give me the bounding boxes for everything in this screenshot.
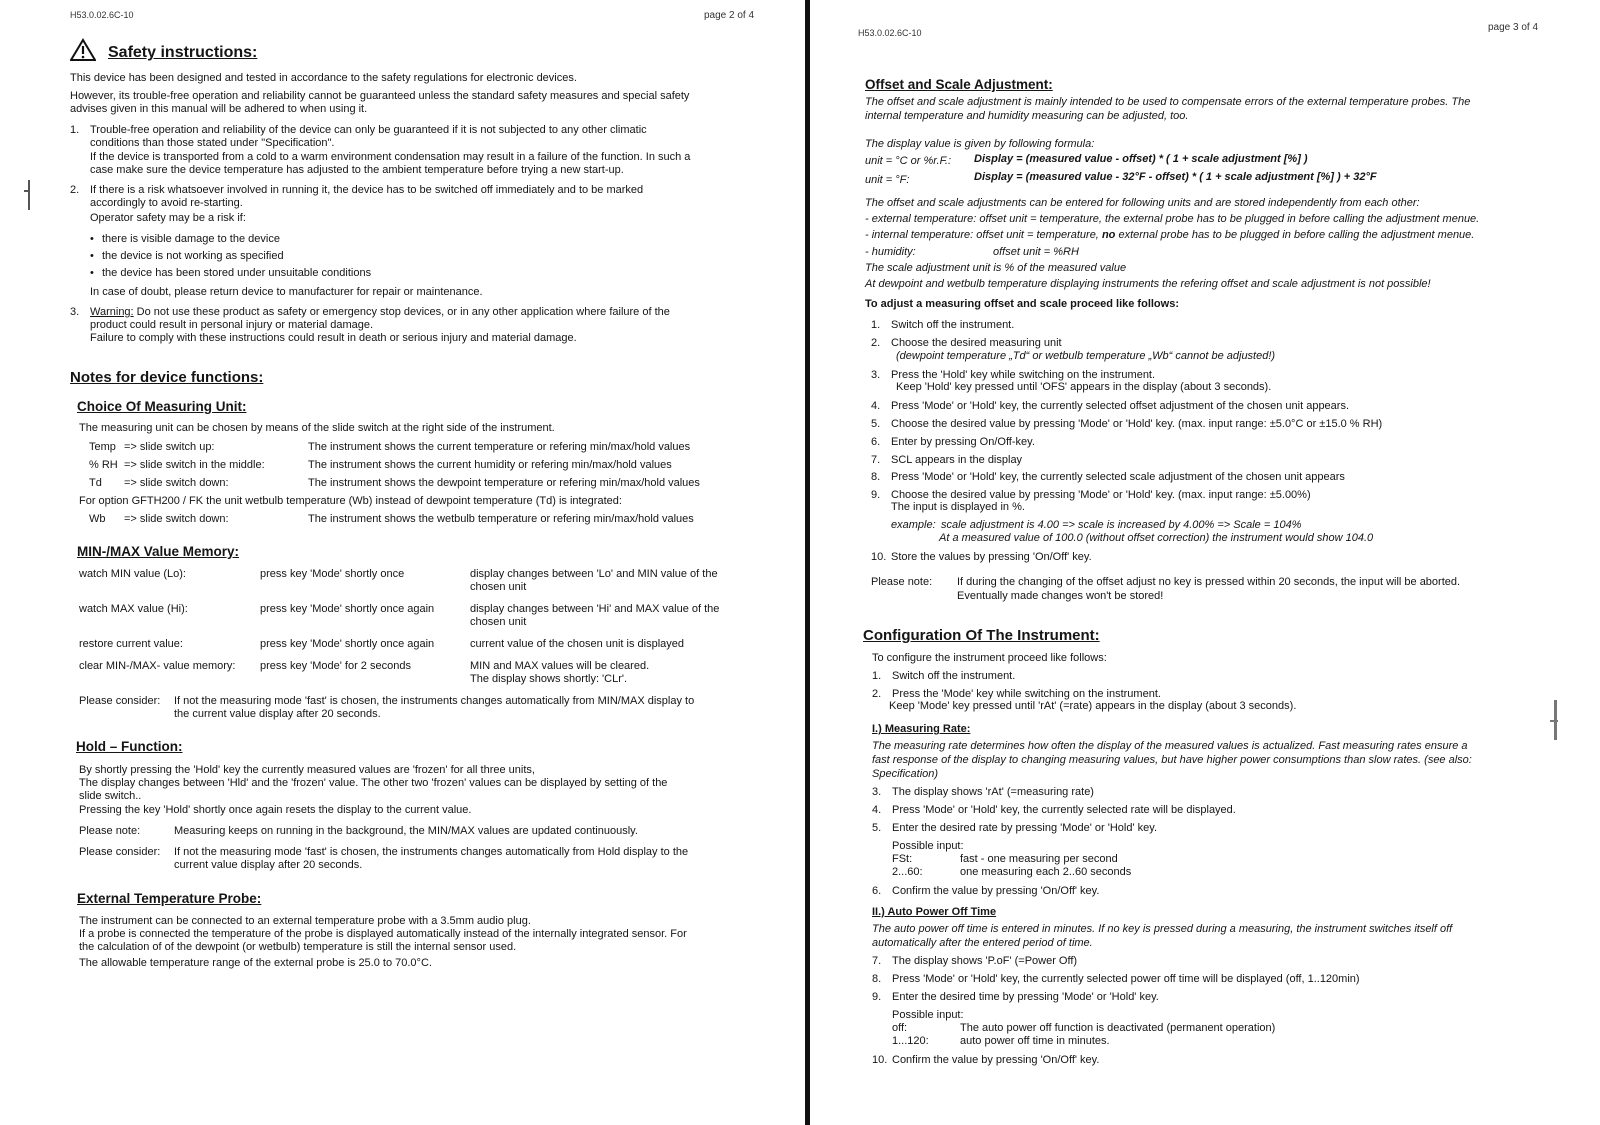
minmax-row-action: press key 'Mode' for 2 seconds [260,660,411,672]
safety-item2-c: Operator safety may be a risk if: [90,212,246,224]
minmax-consider-a: If not the measuring mode 'fast' is chosen, the instruments changes automatically from MIN/MAX display to [174,695,695,707]
safety-item1-num: 1. [70,124,80,136]
doc-code: H53.0.02.6C-10 [70,10,134,20]
step-number: 10. [871,551,887,563]
choice-row-rh-desc: The instrument shows the current humidity or refering min/max/hold values [308,459,672,471]
hold-p4: Pressing the key 'Hold' shortly once again resets the display to the current value. [79,804,472,816]
config-step-3: 3. The display shows 'rAt' (=measuring rate) [872,786,1094,798]
step-text: Store the values by pressing 'On/Off' key. [891,551,1092,563]
config-step-2: 2. Press the 'Mode' key while switching on the instrument. [872,688,1161,700]
config-step-10: 10. Confirm the value by pressing 'On/Off' key. [872,1054,1100,1066]
safety-bullet-3 [90,267,371,281]
offset-dew-note: At dewpoint and wetbulb temperature displaying instruments the refering offset and scale adjustment is not possible! [865,278,1431,290]
step-text: Enter the desired rate by pressing 'Mode' or 'Hold' key. [892,822,1157,834]
apo-minutes-val: auto power off time in minutes. [960,1035,1110,1047]
scan-artifact [28,180,30,210]
safety-item3-a [90,306,670,320]
minmax-row-result: current value of the chosen unit is displayed [470,638,685,650]
offset-step-2 [871,337,1062,351]
bullet-text: the device has been stored under unsuitable conditions [102,267,372,279]
offset-title: Offset and Scale Adjustment: [865,77,1053,92]
choice-row-wb [89,513,229,527]
config-step-5: 5. Enter the desired rate by pressing 'Mode' or 'Hold' key. [872,822,1157,834]
scan-artifact [24,190,30,192]
page-number: page 2 of 4 [704,10,755,21]
minmax-row-result-cont: The display shows shortly: 'CLr'. [470,673,628,685]
offset-step-5 [871,418,1382,432]
apo-possible: Possible input: [892,1009,964,1021]
apo-minutes-key: 1...120: [892,1035,929,1047]
rate-range-val: one measuring each 2..60 seconds [960,866,1132,878]
choice-row-wb-desc: The instrument shows the wetbulb temperature or refering min/max/hold values [308,513,694,525]
hold-consider-a: If not the measuring mode 'fast' is chosen, the instruments changes automatically from Hold display to the [174,846,689,858]
hold-title: Hold – Function: [76,739,183,754]
step-text: Press the 'Hold' key while switching on the instrument. [891,369,1156,381]
internal-no: no [1101,229,1116,241]
page-divider [805,0,810,1125]
choice-row-td-desc: The instrument shows the dewpoint temperature or refering min/max/hold values [308,477,700,489]
step-text: The display shows 'P.oF' (=Power Off) [892,955,1078,967]
rate-fst-val: fast - one measuring per second [960,853,1118,865]
apo-title: II.) Auto Power Off Time [872,906,997,918]
step-text: Enter by pressing On/Off-key. [891,436,1035,448]
rate-title: I.) Measuring Rate: [872,723,971,735]
offset-step-8 [871,471,1345,485]
minmax-row-result-cont: chosen unit [470,581,527,593]
hold-note-label: Please note: [79,825,141,837]
minmax-row-action: press key 'Mode' shortly once [260,568,405,580]
step-text: Enter the desired time by pressing 'Mode' or 'Hold' key. [892,991,1159,1003]
step-text: SCL appears in the display [891,454,1023,466]
safety-item1-d: case make sure the device temperature has adjusted to the ambient temperature before trying a new start-up. [90,164,624,176]
step-number: 8. [871,471,881,483]
safety-item1-b: conditions than those stated under "Specification". [90,137,335,149]
apo-off-key: off: [892,1022,908,1034]
minmax-row-result: MIN and MAX values will be cleared. [470,660,650,672]
choice-intro: The measuring unit can be chosen by means of the slide switch at the right side of the instrument. [79,422,555,434]
step-text: Press 'Mode' or 'Hold' key, the currently selected power off time will be displayed (off, 1..120min) [892,973,1360,985]
offset-step-1 [871,319,1014,333]
offset-note-label: Please note: [871,576,933,588]
safety-item3-b: product could result in personal injury or material damage. [90,319,374,331]
formula-2: Display = (measured value - 32°F - offset) * ( 1 + scale adjustment [%] ) + 32°F [974,171,1377,183]
step-number: 3. [871,369,881,381]
step-text: Choose the desired measuring unit [891,337,1062,349]
offset-note-b: Eventually made changes won't be stored! [957,590,1164,602]
apo-off-val: The auto power off function is deactivated (permanent operation) [960,1022,1276,1034]
offset-step-6 [871,436,1035,450]
bullet-icon: • [90,267,94,279]
step-number: 5. [871,418,881,430]
rate-fst-key: FSt: [892,853,913,865]
step-text: Press 'Mode' or 'Hold' key, the currently selected rate will be displayed. [892,804,1236,816]
warning-label: Warning: [90,306,134,318]
internal-text-b: external probe has to be plugged in before calling the adjustment menue. [1115,229,1475,241]
step-number: 7. [871,454,881,466]
offset-indep: The offset and scale adjustments can be entered for following units and are stored independently from each other: [865,197,1420,209]
step-number: 2. [871,337,881,349]
config-step-8: 8. Press 'Mode' or 'Hold' key, the currently selected power off time will be displayed (off, 1..120min) [872,973,1360,985]
offset-example-a: scale adjustment is 4.00 => scale is increased by 4.00% => Scale = 104% [941,519,1302,531]
config-step-7: 7. The display shows 'P.oF' (=Power Off) [872,955,1078,967]
step-number: 4. [871,400,881,412]
step-text: Press 'Mode' or 'Hold' key, the currently selected scale adjustment of the chosen unit appears [891,471,1345,483]
offset-example-b: At a measured value of 100.0 (without offset correction) the instrument would show 104.0 [939,532,1374,544]
step-text: Choose the desired value by pressing 'Mode' or 'Hold' key. (max. input range: ±5.00%) [891,489,1311,501]
switch-position: => slide switch up: [124,441,215,453]
offset-intro-b: internal temperature and humidity measuring can be adjusted, too. [865,110,1189,122]
offset-internal [865,229,1474,243]
probe-p4: The allowable temperature range of the external probe is 25.0 to 70.0°C. [79,957,432,969]
probe-p2: If a probe is connected the temperature of the probe is displayed automatically instead of the internally integrated sensor. For [79,928,687,940]
offset-step-10 [871,551,1092,565]
hold-p1: By shortly pressing the 'Hold' key the currently measured values are 'frozen' for all three units, [79,764,535,776]
minmax-row-label: watch MIN value (Lo): [79,568,186,580]
step-text: Choose the desired value by pressing 'Mode' or 'Hold' key. (max. input range: ±5.0°C or ±15.0 % RH) [891,418,1383,430]
apo-desc-a: The auto power off time is entered in minutes. If no key is pressed during a measuring, the instrument switches itself off [872,923,1453,935]
step-text: Switch off the instrument. [892,670,1016,682]
minmax-consider-label: Please consider: [79,695,161,707]
minmax-row-action: press key 'Mode' shortly once again [260,638,435,650]
probe-p3: the calculation of of the dewpoint (or wetbulb) temperature is still the internal sensor used. [79,941,517,953]
config-intro: To configure the instrument proceed like follows: [872,652,1107,664]
offset-scale-unit: The scale adjustment unit is % of the measured value [865,262,1127,274]
rate-range-key: 2...60: [892,866,923,878]
step-text: Confirm the value by pressing 'On/Off' key. [892,1054,1100,1066]
config-step-2-note: Keep 'Mode' key pressed until 'rAt' (=rate) appears in the display (about 3 seconds). [889,700,1297,712]
warning-text: Do not use these product as safety or emergency stop devices, or in any other application where failure of the [136,306,670,318]
config-step-4: 4. Press 'Mode' or 'Hold' key, the currently selected rate will be displayed. [872,804,1236,816]
apo-desc-b: automatically after the entered period of time. [872,937,1093,949]
offset-intro-a: The offset and scale adjustment is mainly intended to be used to compensate errors of the external temperature probes. The [865,96,1471,108]
safety-bullet-1 [90,233,280,247]
hold-note-text: Measuring keeps on running in the background, the MIN/MAX values are updated continuously. [174,825,638,837]
bullet-icon: • [90,233,94,245]
step-text: Press the 'Mode' key while switching on the instrument. [892,688,1161,700]
switch-position: => slide switch down: [124,477,229,489]
safety-item1-c: If the device is transported from a cold to a warm environment condensation may result in a failure of the function. In such a [90,151,691,163]
safety-item1-a: Trouble-free operation and reliability of the device can only be guaranteed if it is not subjected to any other climatic [90,124,647,136]
internal-text-a: - internal temperature: offset unit = temperature, [865,229,1102,241]
safety-item2-b: accordingly to avoid re-starting. [90,197,243,209]
safety-title: Safety instructions: [108,44,258,61]
hold-consider-label: Please consider: [79,846,161,858]
offset-step-4 [871,400,1349,414]
offset-example-label: example: [891,519,936,531]
rate-desc-b: fast response of the display to changing measuring values, but have higher power consumptions than slow rates. (see also: [872,754,1472,766]
offset-external: - external temperature: offset unit = temperature, the external probe has to be plugged in before calling the adjustment menue. [865,213,1480,225]
formula-1: Display = (measured value - offset) * ( 1 + scale adjustment [%] ) [974,153,1308,165]
safety-p2b: advises given in this manual will be adhered to when using it. [70,103,368,115]
warning-icon [70,38,96,62]
minmax-consider-b: the current value display after 20 seconds. [174,708,381,720]
notes-title: Notes for device functions: [70,369,264,386]
config-title: Configuration Of The Instrument: [863,627,1100,644]
step-text: The display shows 'rAt' (=measuring rate) [892,786,1094,798]
choice-row-temp [89,441,215,455]
offset-step-3-note: Keep 'Hold' key pressed until 'OFS' appears in the display (about 3 seconds). [896,381,1272,393]
switch-position: => slide switch down: [124,513,229,525]
step-number: 6. [871,436,881,448]
safety-p2a: However, its trouble-free operation and reliability cannot be guaranteed unless the standard safety measures and special safety [70,90,690,102]
choice-row-temp-desc: The instrument shows the current temperature or refering min/max/hold values [308,441,691,453]
rate-desc-c: Specification) [872,768,939,780]
minmax-row-action: press key 'Mode' shortly once again [260,603,435,615]
choice-title: Choice Of Measuring Unit: [77,399,247,414]
safety-item2-a: If there is a risk whatsoever involved in running it, the device has to be switched off immediately and to be marked [90,184,644,196]
safety-item3-num: 3. [70,306,80,318]
step-text: Confirm the value by pressing 'On/Off' key. [892,885,1100,897]
offset-note-a: If during the changing of the offset adjust no key is pressed within 20 seconds, the input will be aborted. [957,576,1461,588]
config-step-9: 9. Enter the desired time by pressing 'Mode' or 'Hold' key. [872,991,1159,1003]
hold-p2: The display changes between 'Hld' and the 'frozen' value. The other two 'frozen' values can be displayed by setting of the [79,777,668,789]
offset-humidity-label: - humidity: [865,246,916,258]
bullet-text: there is visible damage to the device [102,233,280,245]
right-page [814,0,1600,1125]
choice-row-rh [89,459,265,473]
minmax-row-label: watch MAX value (Hi): [79,603,188,615]
minmax-row-result: display changes between 'Hi' and MAX value of the [470,603,720,615]
safety-item3-c: Failure to comply with these instructions could result in death or serious injury and material damage. [90,332,577,344]
bullet-icon: • [90,250,94,262]
probe-p1: The instrument can be connected to an external temperature probe with a 3.5mm audio plug. [79,915,531,927]
minmax-row-label: restore current value: [79,638,183,650]
hold-consider-b: current value display after 20 seconds. [174,859,363,871]
bullet-text: the device is not working as specified [102,250,284,262]
scan-artifact [1550,720,1558,722]
formula-1-unit: unit = °C or %r.F.: [865,155,952,167]
page-number: page 3 of 4 [1488,22,1539,33]
offset-humidity-text: offset unit = %RH [993,246,1079,258]
config-step-6: 6. Confirm the value by pressing 'On/Off' key. [872,885,1100,897]
safety-bullet-2 [90,250,284,264]
switch-position: => slide switch in the middle: [124,459,265,471]
step-number: 9. [871,489,881,501]
minmax-row-label: clear MIN-/MAX- value memory: [79,660,236,672]
minmax-row-result: display changes between 'Lo' and MIN value of the [470,568,718,580]
offset-step-9-note: The input is displayed in %. [891,501,1025,513]
hold-p3: slide switch.. [79,790,142,802]
unit-label: Wb [89,513,106,525]
offset-proc-title: To adjust a measuring offset and scale proceed like follows: [865,298,1179,310]
doc-code: H53.0.02.6C-10 [858,28,922,38]
unit-label: Temp [89,441,116,453]
safety-item2-num: 2. [70,184,80,196]
unit-label: % RH [89,459,118,471]
config-step-1: 1. Switch off the instrument. [872,670,1016,682]
rate-possible: Possible input: [892,840,964,852]
minmax-title: MIN-/MAX Value Memory: [77,544,240,559]
step-text: Press 'Mode' or 'Hold' key, the currently selected offset adjustment of the chosen unit appears. [891,400,1350,412]
offset-step-7 [871,454,1022,468]
unit-label: Td [89,477,102,489]
offset-step-2-note: (dewpoint temperature „Td“ or wetbulb temperature „Wb“ cannot be adjusted!) [896,350,1276,362]
step-number: 1. [871,319,881,331]
rate-desc-a: The measuring rate determines how often the display of the measured values is actualized. Fast measuring rates ensure a [872,740,1468,752]
choice-row-td [89,477,229,491]
safety-item2-d: In case of doubt, please return device to manufacturer for repair or maintenance. [90,286,483,298]
formula-intro: The display value is given by following formula: [865,138,1095,150]
step-text: Switch off the instrument. [891,319,1015,331]
minmax-row-result-cont: chosen unit [470,616,527,628]
formula-2-unit: unit = °F: [865,174,910,186]
safety-p1: This device has been designed and tested in accordance to the safety regulations for electronic devices. [70,72,577,84]
choice-option-line: For option GFTH200 / FK the unit wetbulb temperature (Wb) instead of dewpoint temperature (Td) is integrated: [79,495,622,507]
probe-title: External Temperature Probe: [77,891,262,906]
